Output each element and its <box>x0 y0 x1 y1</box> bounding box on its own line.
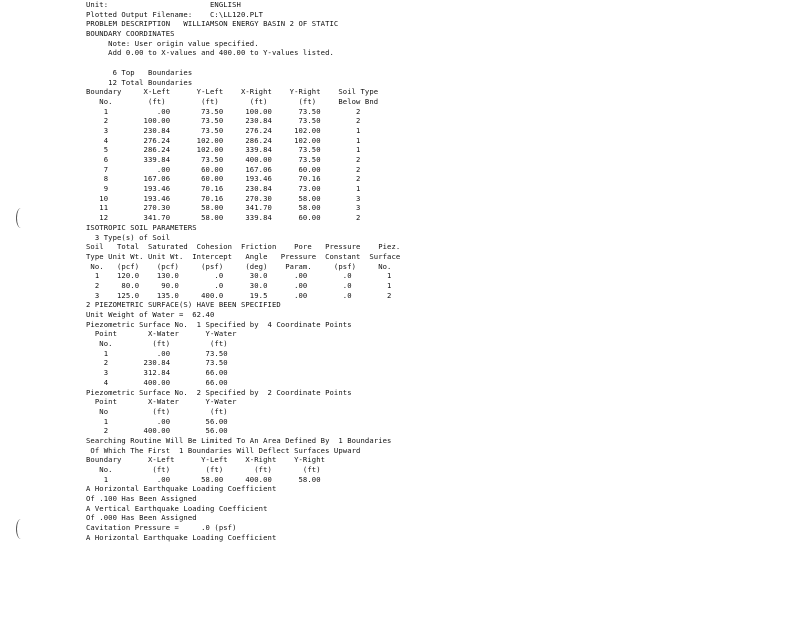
printout-line: 3 230.84 73.50 276.24 102.00 1 <box>86 125 361 135</box>
printout-line: 5 286.24 102.00 339.84 73.50 1 <box>86 145 361 155</box>
printout-line: Boundary X-Left Y-Left X-Right Y-Right <box>86 455 326 465</box>
printout-line: A Horizontal Earthquake Loading Coefficient <box>86 484 277 494</box>
printout-line: 11 270.30 58.00 341.70 58.00 3 <box>86 203 361 213</box>
printout-line: Unit Weight of Water = 62.40 <box>86 310 215 319</box>
printout-line: Boundary X-Left Y-Left X-Right Y-Right Soil Type <box>86 87 379 97</box>
printout-line: BOUNDARY COORDINATES <box>86 29 175 39</box>
printout-line: 2 100.00 73.50 230.84 73.50 2 <box>86 116 361 126</box>
printout-line: 4 400.00 66.00 <box>86 377 228 387</box>
printout-line: Point X-Water Y-Water <box>86 397 237 407</box>
printout-line: 3 312.84 66.00 <box>86 368 228 378</box>
printout-line: Add 0.00 to X-values and 400.00 to Y-values listed. <box>86 48 334 58</box>
printout-line: No. (ft) (ft) (ft) (ft) <box>86 465 321 474</box>
printout-line: No (ft) (ft) <box>86 406 228 416</box>
printout-line: 3 Type(s) of Soil <box>86 232 171 242</box>
printout-line: Of .100 Has Been Assigned <box>86 494 197 504</box>
printout-line: Type Unit Wt. Unit Wt. Intercept Angle Pressure Constant Surface <box>86 251 401 261</box>
printout-line: 4 276.24 102.00 286.24 102.00 1 <box>86 135 361 145</box>
printout-line: Piezometric Surface No. 1 Specified by 4 Coordinate Points <box>86 319 352 329</box>
printout-line: 9 193.46 70.16 230.84 73.00 1 <box>86 184 361 194</box>
printout-line: PROBLEM DESCRIPTION WILLIAMSON ENERGY BASIN 2 OF STATIC <box>86 19 339 29</box>
printout-line: 1 .00 58.00 400.00 58.00 <box>86 474 321 484</box>
printout-line: 1 .00 56.00 <box>86 416 228 426</box>
printout-line: Searching Routine Will Be Limited To An Area Defined By 1 Boundaries <box>86 435 392 445</box>
printout-line: 2 80.0 90.0 .0 30.0 .00 .0 1 <box>86 280 392 290</box>
printout-line: 6 339.84 73.50 400.00 73.50 2 <box>86 155 361 164</box>
printout-line: Of Which The First 1 Boundaries Will Deflect Surfaces Upward <box>86 445 361 455</box>
printout-line: Soil Total Saturated Cohesion Friction Pore Pressure Piez. <box>86 242 401 252</box>
printout-line: Note: User origin value specified. <box>86 38 259 48</box>
printout-line: Cavitation Pressure = .0 (psf) <box>86 523 237 533</box>
printout-line <box>86 58 400 68</box>
printout-line: Plotted Output Filename: C:\LL120.PLT <box>86 9 264 19</box>
printout-line: 8 167.06 60.00 193.46 70.16 2 <box>86 174 361 184</box>
printout-line: Of .000 Has Been Assigned <box>86 513 197 523</box>
printout-line: 2 PIEZOMETRIC SURFACE(S) HAVE BEEN SPECIFIED <box>86 300 281 310</box>
printout-line: Unit: ENGLISH <box>86 0 241 9</box>
printout-line: A Horizontal Earthquake Loading Coefficient <box>86 532 277 542</box>
printout-line: 1 .00 73.50 <box>86 348 228 358</box>
printout-line: No. (ft) (ft) (ft) (ft) Below Bnd <box>86 96 379 106</box>
printout-line: Piezometric Surface No. 2 Specified by 2 Coordinate Points <box>86 387 352 397</box>
hole-punch-mark-bottom <box>16 519 26 539</box>
hole-punch-mark-top <box>16 208 26 228</box>
printout-line: 6 Top Boundaries <box>86 67 193 77</box>
printout-line: 12 341.70 58.00 339.84 60.00 2 <box>86 213 361 223</box>
printout-line: 7 .00 60.00 167.06 60.00 2 <box>86 164 361 174</box>
printout-line: 10 193.46 70.16 270.30 58.00 3 <box>86 193 361 203</box>
printout-line: Point X-Water Y-Water <box>86 329 237 339</box>
printout-line: A Vertical Earthquake Loading Coefficient <box>86 503 268 513</box>
printout-line: 1 .00 73.50 100.00 73.50 2 <box>86 106 361 116</box>
printout-line: No. (pcf) (pcf) (psf) (deg) Param. (psf) No. <box>86 261 392 271</box>
printout-line: 3 125.0 135.0 400.0 19.5 .00 .0 2 <box>86 290 392 300</box>
printout-line: 2 400.00 56.00 <box>86 426 228 436</box>
printout-line: ISOTROPIC SOIL PARAMETERS <box>86 222 197 232</box>
slope-stability-printout <box>86 0 400 543</box>
printout-line: 2 230.84 73.50 <box>86 358 228 368</box>
printout-line: 1 120.0 130.0 .0 30.0 .00 .0 1 <box>86 271 392 281</box>
printout-line: 12 Total Boundaries <box>86 77 193 87</box>
printout-line: No. (ft) (ft) <box>86 339 228 349</box>
